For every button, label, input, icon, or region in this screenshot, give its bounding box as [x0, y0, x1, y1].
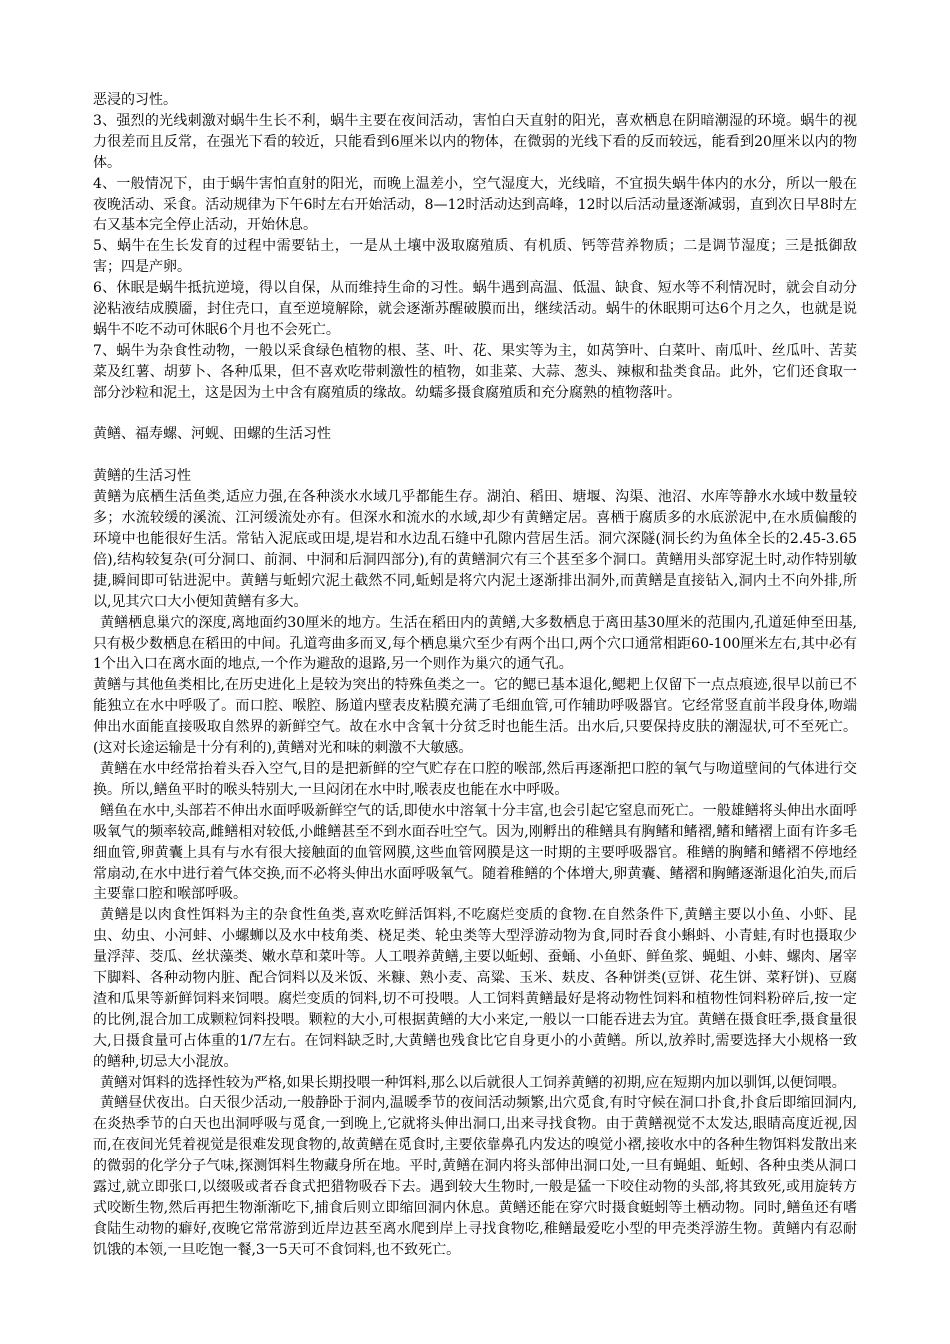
blank-line	[93, 404, 857, 425]
eel-title: 黄鳝的生活习性	[93, 468, 191, 485]
eel-paragraph-breathing: 鳝鱼在水中,头部若不伸出水面呼吸新鲜空气的话,即使水中溶氧十分丰富,也会引起它窒息而死亡。一般雄鳝将头伸出水面呼吸氧气的频率较高,雌鳝相对较低,小雌鳝甚至不到水面吞吐空气。因为,刚孵出的稚鳝具有胸鳍和鳍褶,鳍和鳍褶上面有许多毛细血管,卵黄囊上具有与水有很大接触面的血管网膜,这些血管网膜是这一时期的主要呼吸器官。稚鳝的胸鳍和鳍褶不停地经常扇动,在水中进行着气体交换,而不必将头伸出水面呼吸氧气。随着稚鳝的个体增大,卵黄囊、鳍褶和胸鳍逐渐退化泊失,而后主要靠口腔和喉部呼吸。	[93, 802, 857, 903]
snail-item-7: 7、蜗牛为杂食性动物，一般以采食绿色植物的根、茎、叶、花、果实等为主，如莴笋叶、白菜叶、南瓜叶、丝瓜叶、苦荬菜及红薯、胡萝卜、各种瓜果，但不喜欢吃带刺激性的植物，如韭菜、大蒜、葱头、辣椒和盐类食品。此外，它们还食取一部分沙粒和泥土，这是因为土中含有腐殖质的缘故。幼蠕多摄食腐殖质和充分腐熟的植物落叶。	[93, 342, 857, 401]
snail-continuation: 恶浸的习性。	[93, 92, 177, 108]
eel-paragraph-evolution: 黄鳝与其他鱼类相比,在历史进化上是较为突出的特殊鱼类之一。它的鳃已基本退化,鳃耙上仅留下一点点痕迹,很早以前已不能独立在水中呼吸了。而口腔、喉腔、肠道内壁表皮粘膜充满了毛细血管,可作辅助呼吸器官。它经常竖直前半段身体,吻端伸出水面能直接吸取自然界的新鲜空气。故在水中含氧十分贫乏时也能生活。出水后,只要保持皮肤的潮湿状,可不至死亡。(这对长途运输是十分有利的),黄鳝对光和味的刺激不大敏感。	[93, 677, 857, 757]
eel-paragraph-air: 黄鳝在水中经常抬着头吞入空气,目的是把新鲜的空气贮存在口腔的喉部,然后再逐渐把口腔的氧气与吻道壁间的气体进行交换。所以,鳝鱼平时的喉头特别大,一旦闷闭在水中时,喉表皮也能在水中呼吸。	[93, 760, 857, 798]
eel-paragraph-burrow: 黄鳝栖息巢穴的深度,离地面约30厘米的地方。生活在稻田内的黄鳝,大多数栖息于离田基30厘米的范围内,孔道延伸至田基,只有极少数栖息在稻田的中间。孔道弯曲多而叉,每个栖息巢穴至少有两个出口,两个穴口通常相距60-100厘米左右,其中必有1个出入口在离水面的地点,一个作为避敌的退路,另一个则作为巢穴的通气孔。	[93, 614, 857, 673]
eel-paragraph-feed-selection: 黄鳝对饵料的选择性较为严格,如果长期投喂一种饵料,那么以后就很人工饲养黄鳝的初期,应在短期内加以驯饵,以便饲喂。	[100, 1074, 846, 1091]
snail-item-4: 4、一般情况下，由于蜗牛害怕直射的阳光，而晚上温差小，空气湿度大，光线暗，不宜损失蜗牛体内的水分，所以一般在夜晚活动、采食。活动规律为下午6时左右开始活动，8—12时活动达到高峰，12时以后活动量逐渐减弱，直到次日早8时左右又基本完全停止活动，开始休息。	[93, 175, 857, 234]
eel-paragraph-diet: 黄鳝是以肉食性饵料为主的杂食性鱼类,喜欢吃鲜活饵料,不吃腐烂变质的食物.在自然条件下,黄鳝主要以小鱼、小虾、昆虫、幼虫、小河蚌、小螺蛳以及水中枝角类、桡足类、轮虫类等大型浮游动物为食,同时吞食小蝌蚪、小青蛙,有时也摄取少量浮萍、茭瓜、丝状藻类、嫩水草和菜叶等。人工喂养黄鳝,主要以蚯蚓、蚕蛹、小鱼虾、鲜鱼浆、蝇蛆、小蚌、螺肉、屠宰下脚料、各种动物内脏、配合饲料以及米饭、米糠、熟小麦、高粱、玉米、麸皮、各种饼类(豆饼、花生饼、菜籽饼)、豆腐渣和瓜果等新鲜饲料来饲喂。腐烂变质的饲料,切不可投喂。人工饲料黄鳝最好是将动物性饲料和植物性饲料粉碎后,按一定的比例,混合加工成颗粒饲料投喂。颗粒的大小,可根据黄鳝的大小来定,一般以一口能吞进去为宜。黄鳝在摄食旺季,摄食量很大,日摄食量可占体重的1/7左右。在饲料缺乏时,大黄鳝也残食比它自身更小的小黄鳝。所以,放养时,需要选择大小规格一致的鳝种,切忌大小混放。	[93, 907, 857, 1070]
blank-line	[93, 445, 857, 466]
section-title: 黄鳝、福寿螺、河蚬、田螺的生活习性	[93, 426, 331, 443]
snail-item-6: 6、休眠是蜗牛抵抗逆境，得以自保，从而维持生命的习性。蜗牛遇到高温、低温、缺食、短水等不利情况时，就会自动分泌粘液结成膜靥，封住壳口，直至逆境解除，就会逐渐苏醒破膜而出，继续活动。蜗牛的休眠期可达6个月之久，也就是说蜗牛不吃不动可休眠6个月也不会死亡。	[93, 280, 857, 338]
eel-paragraph-habitat: 黄鳝为底栖生活鱼类,适应力强,在各种淡水水域几乎都能生存。湖泊、稻田、塘堰、沟渠、池沼、水库等静水水域中数量较多；水流较缓的溪流、江河缓流处亦有。但深水和流水的水域,却少有黄鳝定居。喜栖于腐质多的水底淤泥中,在水质偏酸的环境中也能很好生活。常钻入泥底或田堤,堤岩和水边乱石缝中孔隙内营居生活。洞穴深隧(洞长约为鱼体全长的2.45-3.65倍),结构较复杂(可分洞口、前洞、中洞和后洞四部分),有的黄鳝洞穴有三个甚至多个洞口。黄鳝用头部穿泥土时,动作特别敏捷,瞬间即可钻进泥中。黄鳝与蚯蚓穴泥土截然不同,蚯蚓是将穴内泥土逐渐排出洞外,而黄鳝是直接钻入,洞内土不向外排,所以,见其穴口大小便知黄鳝有多大。	[93, 489, 857, 610]
eel-paragraph-nocturnal: 黄鳝昼伏夜出。白天很少活动,一般静卧于洞内,温暖季节的夜间活动频繁,出穴觅食,有时守候在洞口扑食,扑食后即缩回洞内,在炎热季节的白天也出洞呼吸与觅食,一到晚上,它就将头伸出洞口,出来寻找食物。由于黄鳝视觉不太发达,眼睛高度近视,因而,在夜间光凭着视觉是很难发现食物的,故黄鳝在觅食时,主要依靠鼻孔内发达的嗅觉小褶,接收水中的各种生物饵料发散出来的微弱的化学分子气味,探测饵料生物藏身所在地。平时,黄鳝在洞内将头部伸出洞口处,一旦有蝇蛆、蚯蚓、各种虫类从洞口露过,就立即张口,以缀吸或者吞食式把猎物吸吞下去。遇到较大生物时,一般是猛一下咬住动物的头部,将其致死,或用旋转方式咬断生物,然后再把生物渐渐吃下,捕食后则立即缩回洞内休息。黄鳝还能在穿穴时摄食蜓蚓等土栖动物。同时,鳝鱼还有嗜食陆生动物的癖好,夜晚它常常游到近岸边甚至离水爬到岸上寻找食物吃,稚鳝最爱吃小型的甲壳类浮游生物。黄鳝内有忍耐饥饿的本领,一旦吃饱一餐,3一5天可不食饲料,也不致死亡。	[93, 1095, 857, 1258]
snail-item-3: 3、强烈的光线刺激对蜗牛生长不利，蜗牛主要在夜间活动，害怕白天直射的阳光，喜欢栖息在阴暗潮湿的环境。蜗牛的视力很差而且反常，在强光下看的较近，只能看到6厘米以内的物体，在微弱的光线下看的反而较远，能看到20厘米以内的物体。	[93, 112, 857, 171]
snail-item-5: 5、蜗牛在生长发育的过程中需要钻土，一是从土壤中汲取腐殖质、有机质、钙等营养物质；二是调节湿度；三是抵御敌害；四是产卵。	[93, 238, 857, 276]
